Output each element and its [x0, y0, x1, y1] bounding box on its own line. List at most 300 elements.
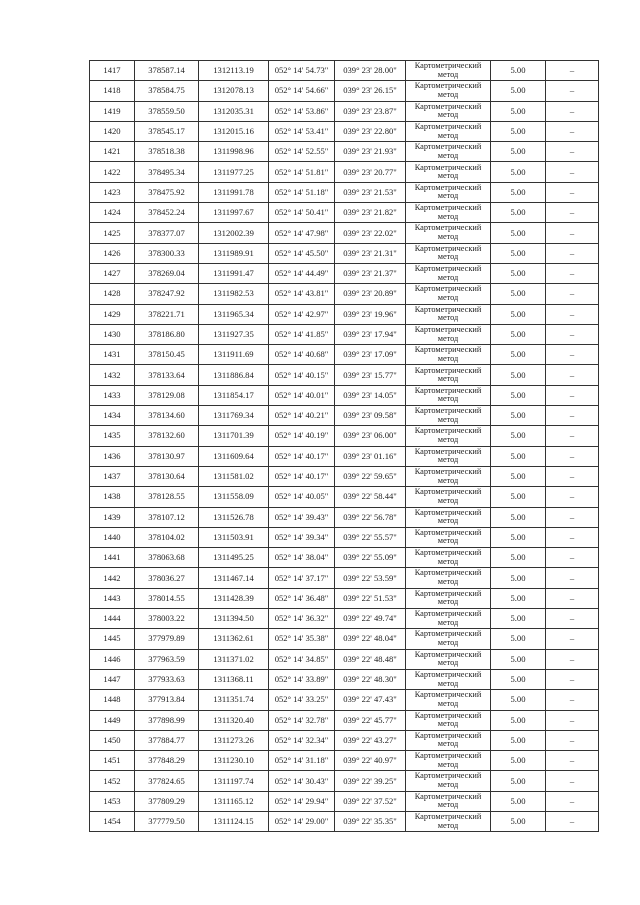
point-number-cell: 1440: [90, 527, 135, 547]
y-coordinate-cell: 1311351.74: [199, 690, 269, 710]
table-row: [90, 81, 599, 101]
x-coordinate-cell: 378587.14: [135, 61, 199, 81]
latitude-cell: 052° 14' 31.18": [269, 751, 335, 771]
x-coordinate-cell: 377824.65: [135, 771, 199, 791]
method-cell: Картометрический метод: [406, 243, 491, 263]
point-number-cell: 1428: [90, 284, 135, 304]
point-number-cell: 1434: [90, 406, 135, 426]
y-coordinate-cell: 1311394.50: [199, 609, 269, 629]
longitude-cell: 039° 22' 55.57": [335, 527, 406, 547]
precision-cell: 5.00: [491, 385, 546, 405]
longitude-cell: 039° 23' 20.89": [335, 284, 406, 304]
description-cell: –: [546, 811, 599, 831]
y-coordinate-cell: 1311982.53: [199, 284, 269, 304]
latitude-cell: 052° 14' 40.68": [269, 345, 335, 365]
point-number-cell: 1422: [90, 162, 135, 182]
table-row: [90, 507, 599, 527]
method-cell: Картометрический метод: [406, 426, 491, 446]
x-coordinate-cell: 378221.71: [135, 304, 199, 324]
table-row: [90, 669, 599, 689]
precision-cell: 5.00: [491, 791, 546, 811]
longitude-cell: 039° 22' 55.09": [335, 548, 406, 568]
description-cell: –: [546, 263, 599, 283]
description-cell: –: [546, 243, 599, 263]
precision-cell: 5.00: [491, 466, 546, 486]
table-row: [90, 791, 599, 811]
y-coordinate-cell: 1311320.40: [199, 710, 269, 730]
precision-cell: 5.00: [491, 487, 546, 507]
x-coordinate-cell: 378452.24: [135, 203, 199, 223]
method-cell: Картометрический метод: [406, 649, 491, 669]
y-coordinate-cell: 1311965.34: [199, 304, 269, 324]
table-row: [90, 203, 599, 223]
longitude-cell: 039° 22' 45.77": [335, 710, 406, 730]
table-row: [90, 243, 599, 263]
point-number-cell: 1427: [90, 263, 135, 283]
longitude-cell: 039° 22' 58.44": [335, 487, 406, 507]
table-row: [90, 527, 599, 547]
longitude-cell: 039° 23' 06.00": [335, 426, 406, 446]
x-coordinate-cell: 377779.50: [135, 811, 199, 831]
description-cell: –: [546, 629, 599, 649]
latitude-cell: 052° 14' 38.04": [269, 548, 335, 568]
longitude-cell: 039° 22' 47.43": [335, 690, 406, 710]
description-cell: –: [546, 121, 599, 141]
longitude-cell: 039° 23' 20.77": [335, 162, 406, 182]
longitude-cell: 039° 23' 22.02": [335, 223, 406, 243]
y-coordinate-cell: 1311371.02: [199, 649, 269, 669]
method-cell: Картометрический метод: [406, 324, 491, 344]
precision-cell: 5.00: [491, 751, 546, 771]
description-cell: –: [546, 507, 599, 527]
y-coordinate-cell: 1311927.35: [199, 324, 269, 344]
method-cell: Картометрический метод: [406, 284, 491, 304]
longitude-cell: 039° 22' 49.74": [335, 609, 406, 629]
table-row: [90, 649, 599, 669]
description-cell: –: [546, 223, 599, 243]
latitude-cell: 052° 14' 32.78": [269, 710, 335, 730]
method-cell: Картометрический метод: [406, 730, 491, 750]
y-coordinate-cell: 1311977.25: [199, 162, 269, 182]
precision-cell: 5.00: [491, 182, 546, 202]
x-coordinate-cell: 378247.92: [135, 284, 199, 304]
method-cell: Картометрический метод: [406, 263, 491, 283]
y-coordinate-cell: 1311911.69: [199, 345, 269, 365]
longitude-cell: 039° 22' 40.97": [335, 751, 406, 771]
description-cell: –: [546, 487, 599, 507]
precision-cell: 5.00: [491, 324, 546, 344]
point-number-cell: 1452: [90, 771, 135, 791]
description-cell: –: [546, 649, 599, 669]
x-coordinate-cell: 378104.02: [135, 527, 199, 547]
longitude-cell: 039° 22' 35.35": [335, 811, 406, 831]
y-coordinate-cell: 1311886.84: [199, 365, 269, 385]
table-row: [90, 142, 599, 162]
precision-cell: 5.00: [491, 426, 546, 446]
x-coordinate-cell: 378186.80: [135, 324, 199, 344]
description-cell: –: [546, 406, 599, 426]
longitude-cell: 039° 22' 39.25": [335, 771, 406, 791]
y-coordinate-cell: 1311503.91: [199, 527, 269, 547]
precision-cell: 5.00: [491, 690, 546, 710]
description-cell: –: [546, 527, 599, 547]
description-cell: –: [546, 284, 599, 304]
table-row: [90, 609, 599, 629]
latitude-cell: 052° 14' 51.81": [269, 162, 335, 182]
precision-cell: 5.00: [491, 365, 546, 385]
longitude-cell: 039° 23' 17.94": [335, 324, 406, 344]
method-cell: Картометрический метод: [406, 568, 491, 588]
x-coordinate-cell: 378130.64: [135, 466, 199, 486]
point-number-cell: 1447: [90, 669, 135, 689]
description-cell: –: [546, 81, 599, 101]
latitude-cell: 052° 14' 47.98": [269, 223, 335, 243]
precision-cell: 5.00: [491, 730, 546, 750]
y-coordinate-cell: 1311609.64: [199, 446, 269, 466]
method-cell: Картометрический метод: [406, 406, 491, 426]
x-coordinate-cell: 378584.75: [135, 81, 199, 101]
point-number-cell: 1442: [90, 568, 135, 588]
table-row: [90, 588, 599, 608]
coordinate-table-page: [89, 60, 598, 832]
point-number-cell: 1425: [90, 223, 135, 243]
method-cell: Картометрический метод: [406, 223, 491, 243]
point-number-cell: 1429: [90, 304, 135, 324]
x-coordinate-cell: 378475.92: [135, 182, 199, 202]
table-row: [90, 121, 599, 141]
latitude-cell: 052° 14' 36.48": [269, 588, 335, 608]
point-number-cell: 1439: [90, 507, 135, 527]
x-coordinate-cell: 378133.64: [135, 365, 199, 385]
precision-cell: 5.00: [491, 771, 546, 791]
precision-cell: 5.00: [491, 81, 546, 101]
precision-cell: 5.00: [491, 669, 546, 689]
description-cell: –: [546, 324, 599, 344]
longitude-cell: 039° 23' 14.05": [335, 385, 406, 405]
table-row: [90, 751, 599, 771]
description-cell: –: [546, 730, 599, 750]
y-coordinate-cell: 1311701.39: [199, 426, 269, 446]
longitude-cell: 039° 23' 23.87": [335, 101, 406, 121]
description-cell: –: [546, 385, 599, 405]
x-coordinate-cell: 377848.29: [135, 751, 199, 771]
longitude-cell: 039° 23' 21.37": [335, 263, 406, 283]
y-coordinate-cell: 1311998.96: [199, 142, 269, 162]
x-coordinate-cell: 377933.63: [135, 669, 199, 689]
table-row: [90, 385, 599, 405]
table-row: [90, 466, 599, 486]
x-coordinate-cell: 378003.22: [135, 609, 199, 629]
longitude-cell: 039° 22' 48.30": [335, 669, 406, 689]
y-coordinate-cell: 1311165.12: [199, 791, 269, 811]
method-cell: Картометрический метод: [406, 121, 491, 141]
description-cell: –: [546, 771, 599, 791]
method-cell: Картометрический метод: [406, 446, 491, 466]
longitude-cell: 039° 23' 21.93": [335, 142, 406, 162]
precision-cell: 5.00: [491, 629, 546, 649]
y-coordinate-cell: 1311467.14: [199, 568, 269, 588]
method-cell: Картометрический метод: [406, 751, 491, 771]
description-cell: –: [546, 690, 599, 710]
longitude-cell: 039° 22' 59.65": [335, 466, 406, 486]
latitude-cell: 052° 14' 50.41": [269, 203, 335, 223]
method-cell: Картометрический метод: [406, 304, 491, 324]
x-coordinate-cell: 377963.59: [135, 649, 199, 669]
x-coordinate-cell: 378128.55: [135, 487, 199, 507]
latitude-cell: 052° 14' 37.17": [269, 568, 335, 588]
precision-cell: 5.00: [491, 527, 546, 547]
y-coordinate-cell: 1311362.61: [199, 629, 269, 649]
precision-cell: 5.00: [491, 243, 546, 263]
precision-cell: 5.00: [491, 121, 546, 141]
table-row: [90, 568, 599, 588]
table-row: [90, 406, 599, 426]
y-coordinate-cell: 1312035.31: [199, 101, 269, 121]
latitude-cell: 052° 14' 52.55": [269, 142, 335, 162]
latitude-cell: 052° 14' 39.34": [269, 527, 335, 547]
precision-cell: 5.00: [491, 588, 546, 608]
precision-cell: 5.00: [491, 446, 546, 466]
point-number-cell: 1451: [90, 751, 135, 771]
table-row: [90, 629, 599, 649]
point-number-cell: 1426: [90, 243, 135, 263]
method-cell: Картометрический метод: [406, 609, 491, 629]
description-cell: –: [546, 466, 599, 486]
table-row: [90, 304, 599, 324]
longitude-cell: 039° 23' 15.77": [335, 365, 406, 385]
precision-cell: 5.00: [491, 609, 546, 629]
latitude-cell: 052° 14' 40.01": [269, 385, 335, 405]
table-row: [90, 61, 599, 81]
latitude-cell: 052° 14' 39.43": [269, 507, 335, 527]
description-cell: –: [546, 162, 599, 182]
precision-cell: 5.00: [491, 406, 546, 426]
x-coordinate-cell: 378014.55: [135, 588, 199, 608]
method-cell: Картометрический метод: [406, 466, 491, 486]
method-cell: Картометрический метод: [406, 487, 491, 507]
latitude-cell: 052° 14' 34.85": [269, 649, 335, 669]
method-cell: Картометрический метод: [406, 385, 491, 405]
point-number-cell: 1435: [90, 426, 135, 446]
description-cell: –: [546, 669, 599, 689]
table-row: [90, 263, 599, 283]
table-row: [90, 365, 599, 385]
precision-cell: 5.00: [491, 263, 546, 283]
precision-cell: 5.00: [491, 507, 546, 527]
table-row: [90, 487, 599, 507]
table-row: [90, 284, 599, 304]
y-coordinate-cell: 1311991.47: [199, 263, 269, 283]
description-cell: –: [546, 791, 599, 811]
x-coordinate-cell: 378518.38: [135, 142, 199, 162]
method-cell: Картометрический метод: [406, 669, 491, 689]
description-cell: –: [546, 751, 599, 771]
y-coordinate-cell: 1311526.78: [199, 507, 269, 527]
longitude-cell: 039° 22' 56.78": [335, 507, 406, 527]
longitude-cell: 039° 22' 51.53": [335, 588, 406, 608]
x-coordinate-cell: 377884.77: [135, 730, 199, 750]
point-number-cell: 1431: [90, 345, 135, 365]
latitude-cell: 052° 14' 53.41": [269, 121, 335, 141]
description-cell: –: [546, 142, 599, 162]
method-cell: Картометрический метод: [406, 527, 491, 547]
latitude-cell: 052° 14' 36.32": [269, 609, 335, 629]
latitude-cell: 052° 14' 42.97": [269, 304, 335, 324]
y-coordinate-cell: 1311558.09: [199, 487, 269, 507]
x-coordinate-cell: 378150.45: [135, 345, 199, 365]
longitude-cell: 039° 22' 48.48": [335, 649, 406, 669]
x-coordinate-cell: 378129.08: [135, 385, 199, 405]
point-number-cell: 1438: [90, 487, 135, 507]
point-number-cell: 1444: [90, 609, 135, 629]
point-number-cell: 1449: [90, 710, 135, 730]
x-coordinate-cell: 377979.89: [135, 629, 199, 649]
x-coordinate-cell: 377809.29: [135, 791, 199, 811]
description-cell: –: [546, 568, 599, 588]
method-cell: Картометрический метод: [406, 811, 491, 831]
y-coordinate-cell: 1312015.16: [199, 121, 269, 141]
method-cell: Картометрический метод: [406, 182, 491, 202]
y-coordinate-cell: 1311273.26: [199, 730, 269, 750]
point-number-cell: 1430: [90, 324, 135, 344]
longitude-cell: 039° 23' 09.58": [335, 406, 406, 426]
table-row: [90, 162, 599, 182]
point-number-cell: 1420: [90, 121, 135, 141]
method-cell: Картометрический метод: [406, 162, 491, 182]
x-coordinate-cell: 377913.84: [135, 690, 199, 710]
point-number-cell: 1453: [90, 791, 135, 811]
y-coordinate-cell: 1311428.39: [199, 588, 269, 608]
latitude-cell: 052° 14' 54.73": [269, 61, 335, 81]
y-coordinate-cell: 1311991.78: [199, 182, 269, 202]
x-coordinate-cell: 378130.97: [135, 446, 199, 466]
method-cell: Картометрический метод: [406, 365, 491, 385]
precision-cell: 5.00: [491, 345, 546, 365]
table-row: [90, 690, 599, 710]
latitude-cell: 052° 14' 40.15": [269, 365, 335, 385]
point-number-cell: 1423: [90, 182, 135, 202]
description-cell: –: [546, 588, 599, 608]
y-coordinate-cell: 1311368.11: [199, 669, 269, 689]
latitude-cell: 052° 14' 51.18": [269, 182, 335, 202]
description-cell: –: [546, 365, 599, 385]
latitude-cell: 052° 14' 45.50": [269, 243, 335, 263]
latitude-cell: 052° 14' 33.89": [269, 669, 335, 689]
point-number-cell: 1417: [90, 61, 135, 81]
point-number-cell: 1433: [90, 385, 135, 405]
precision-cell: 5.00: [491, 162, 546, 182]
point-number-cell: 1419: [90, 101, 135, 121]
point-number-cell: 1437: [90, 466, 135, 486]
y-coordinate-cell: 1311230.10: [199, 751, 269, 771]
table-row: [90, 446, 599, 466]
method-cell: Картометрический метод: [406, 771, 491, 791]
latitude-cell: 052° 14' 40.21": [269, 406, 335, 426]
method-cell: Картометрический метод: [406, 710, 491, 730]
precision-cell: 5.00: [491, 142, 546, 162]
latitude-cell: 052° 14' 29.00": [269, 811, 335, 831]
precision-cell: 5.00: [491, 548, 546, 568]
point-number-cell: 1421: [90, 142, 135, 162]
description-cell: –: [546, 101, 599, 121]
latitude-cell: 052° 14' 33.25": [269, 690, 335, 710]
table-row: [90, 345, 599, 365]
x-coordinate-cell: 378063.68: [135, 548, 199, 568]
precision-cell: 5.00: [491, 101, 546, 121]
point-number-cell: 1436: [90, 446, 135, 466]
latitude-cell: 052° 14' 30.43": [269, 771, 335, 791]
coordinate-table: [89, 60, 599, 832]
description-cell: –: [546, 446, 599, 466]
latitude-cell: 052° 14' 40.17": [269, 466, 335, 486]
x-coordinate-cell: 378269.04: [135, 263, 199, 283]
table-row: [90, 710, 599, 730]
precision-cell: 5.00: [491, 203, 546, 223]
precision-cell: 5.00: [491, 811, 546, 831]
description-cell: –: [546, 426, 599, 446]
x-coordinate-cell: 378559.50: [135, 101, 199, 121]
precision-cell: 5.00: [491, 223, 546, 243]
table-row: [90, 548, 599, 568]
longitude-cell: 039° 23' 21.82": [335, 203, 406, 223]
longitude-cell: 039° 23' 21.31": [335, 243, 406, 263]
x-coordinate-cell: 378036.27: [135, 568, 199, 588]
description-cell: –: [546, 203, 599, 223]
point-number-cell: 1432: [90, 365, 135, 385]
y-coordinate-cell: 1312002.39: [199, 223, 269, 243]
x-coordinate-cell: 378545.17: [135, 121, 199, 141]
precision-cell: 5.00: [491, 710, 546, 730]
method-cell: Картометрический метод: [406, 791, 491, 811]
x-coordinate-cell: 377898.99: [135, 710, 199, 730]
table-row: [90, 811, 599, 831]
table-row: [90, 426, 599, 446]
table-row: [90, 182, 599, 202]
x-coordinate-cell: 378134.60: [135, 406, 199, 426]
point-number-cell: 1443: [90, 588, 135, 608]
y-coordinate-cell: 1311124.15: [199, 811, 269, 831]
longitude-cell: 039° 23' 28.00": [335, 61, 406, 81]
description-cell: –: [546, 182, 599, 202]
latitude-cell: 052° 14' 41.85": [269, 324, 335, 344]
description-cell: –: [546, 548, 599, 568]
method-cell: Картометрический метод: [406, 101, 491, 121]
latitude-cell: 052° 14' 40.17": [269, 446, 335, 466]
method-cell: Картометрический метод: [406, 142, 491, 162]
y-coordinate-cell: 1311997.67: [199, 203, 269, 223]
longitude-cell: 039° 23' 19.96": [335, 304, 406, 324]
x-coordinate-cell: 378132.60: [135, 426, 199, 446]
point-number-cell: 1446: [90, 649, 135, 669]
description-cell: –: [546, 61, 599, 81]
point-number-cell: 1450: [90, 730, 135, 750]
latitude-cell: 052° 14' 40.05": [269, 487, 335, 507]
latitude-cell: 052° 14' 32.34": [269, 730, 335, 750]
table-row: [90, 223, 599, 243]
point-number-cell: 1424: [90, 203, 135, 223]
latitude-cell: 052° 14' 53.86": [269, 101, 335, 121]
y-coordinate-cell: 1311769.34: [199, 406, 269, 426]
method-cell: Картометрический метод: [406, 507, 491, 527]
description-cell: –: [546, 345, 599, 365]
table-body: [90, 61, 599, 832]
method-cell: Картометрический метод: [406, 548, 491, 568]
longitude-cell: 039° 22' 48.04": [335, 629, 406, 649]
latitude-cell: 052° 14' 40.19": [269, 426, 335, 446]
method-cell: Картометрический метод: [406, 690, 491, 710]
precision-cell: 5.00: [491, 649, 546, 669]
longitude-cell: 039° 23' 17.09": [335, 345, 406, 365]
